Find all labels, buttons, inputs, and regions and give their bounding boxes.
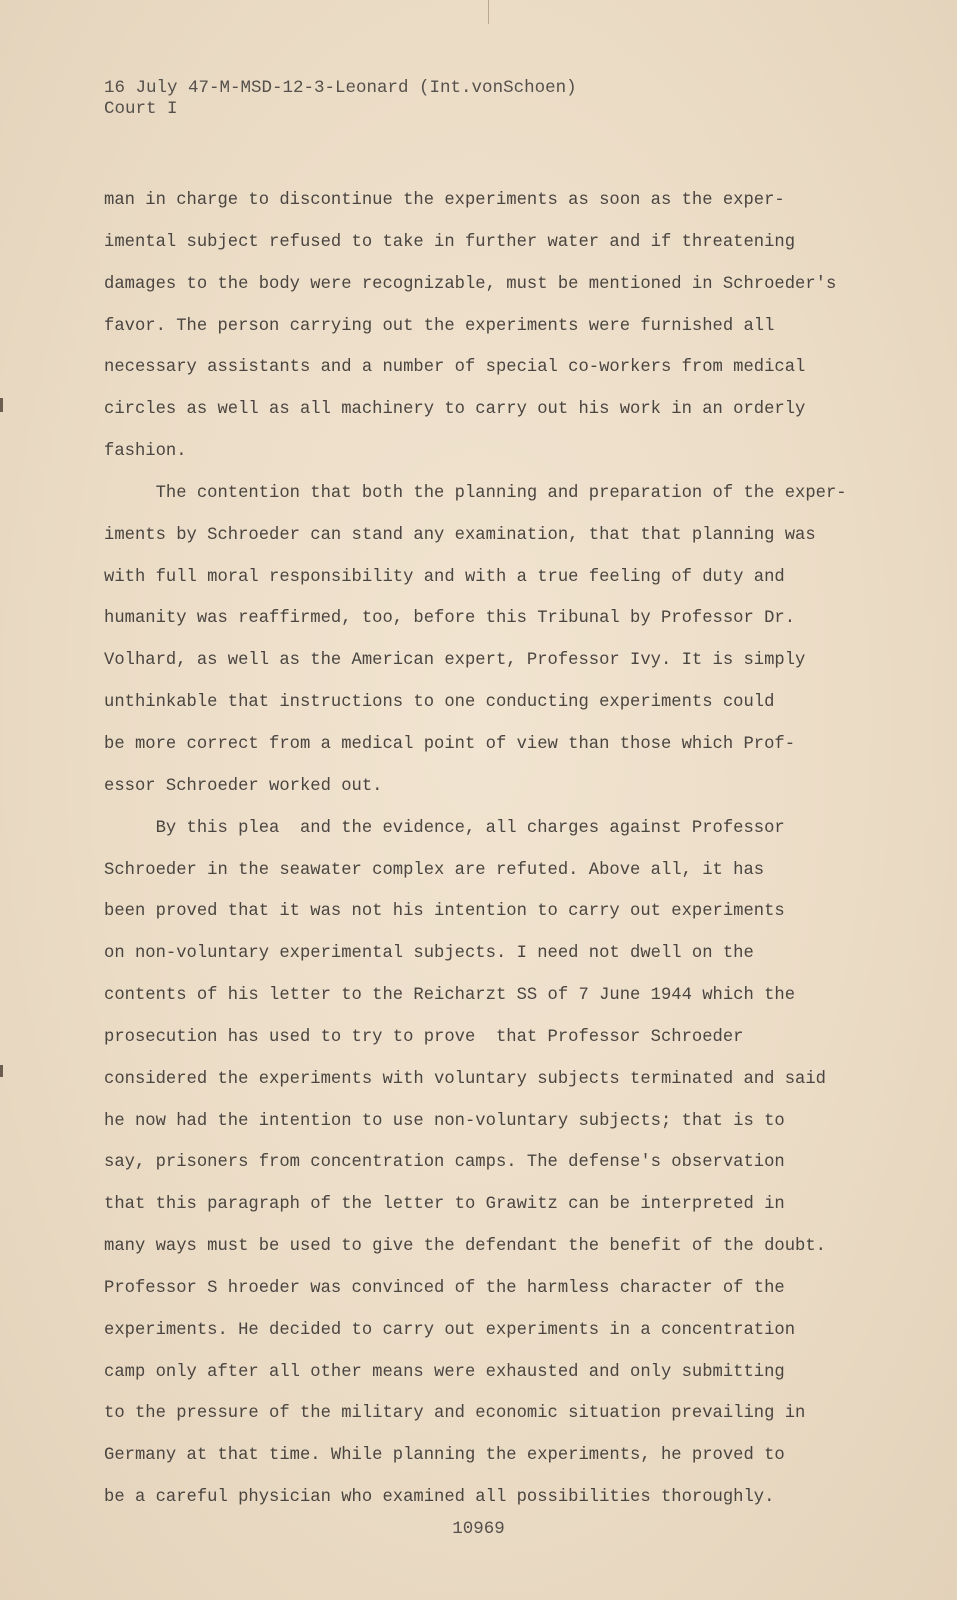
text-line: The contention that both the planning and preparation of the exper- [104,483,847,503]
text-line: be a careful physician who examined all possibilities thoroughly. [104,1488,775,1508]
text-line: man in charge to discontinue the experiments as soon as the exper- [104,191,785,210]
text-line: many ways must be used to give the defendant the benefit of the doubt. [104,1237,826,1257]
text-line: on non-voluntary experimental subjects. I need not dwell on the [104,944,754,964]
text-line: been proved that it was not his intention to carry out experiments [104,902,785,922]
text-line: that this paragraph of the letter to Grawitz can be interpreted in [104,1195,785,1215]
text-line: camp only after all other means were exhausted and only submitting [104,1362,785,1382]
text-line: essor Schroeder worked out. [104,776,383,796]
text-line: Professor S hroeder was convinced of the harmless character of the [104,1278,785,1298]
text-line: favor. The person carrying out the experiments were furnished all [104,316,775,336]
text-line: damages to the body were recognizable, must be mentioned in Schroeder's [104,274,837,294]
text-line: say, prisoners from concentration camps. The defense's observation [104,1153,785,1173]
text-line: unthinkable that instructions to one conducting experiments could [104,693,775,713]
margin-mark [0,398,3,412]
text-line: with full moral responsibility and with a true feeling of duty and [104,567,785,587]
document-header [104,78,577,120]
text-line: Volhard, as well as the American expert, Professor Ivy. It is simply [104,651,806,671]
text-line: considered the experiments with voluntary subjects terminated and said [104,1069,826,1089]
text-line: experiments. He decided to carry out experiments in a concentration [104,1320,796,1340]
text-line: prosecution has used to try to prove that Professor Schroeder [104,1027,744,1047]
text-line: By this plea and the evidence, all charges against Professor [104,818,785,838]
text-line: imental subject refused to take in further water and if threatening [104,232,796,252]
document-body [104,180,864,1519]
header-line-1: 16 July 47-M-MSD-12-3-Leonard (Int.vonSchoen) [104,78,577,98]
margin-mark [0,1065,3,1077]
text-line: iments by Schroeder can stand any examination, that that planning was [104,525,816,545]
text-line: be more correct from a medical point of view than those which Prof- [104,734,796,754]
text-line: humanity was reaffirmed, too, before this Tribunal by Professor Dr. [104,609,796,629]
text-line: he now had the intention to use non-voluntary subjects; that is to [104,1111,785,1131]
text-line: to the pressure of the military and economic situation prevailing in [104,1404,806,1424]
page-number: 10969 [452,1519,505,1539]
text-line: Schroeder in the seawater complex are refuted. Above all, it has [104,860,765,880]
text-line: necessary assistants and a number of special co-workers from medical [104,358,806,378]
text-line: contents of his letter to the Reicharzt SS of 7 June 1944 which the [104,986,796,1006]
text-line: circles as well as all machinery to carry out his work in an orderly [104,400,806,420]
text-line: Germany at that time. While planning the experiments, he proved to [104,1446,785,1466]
header-line-2: Court I [104,99,178,119]
fold-line [488,0,489,24]
text-line: fashion. [104,442,187,462]
